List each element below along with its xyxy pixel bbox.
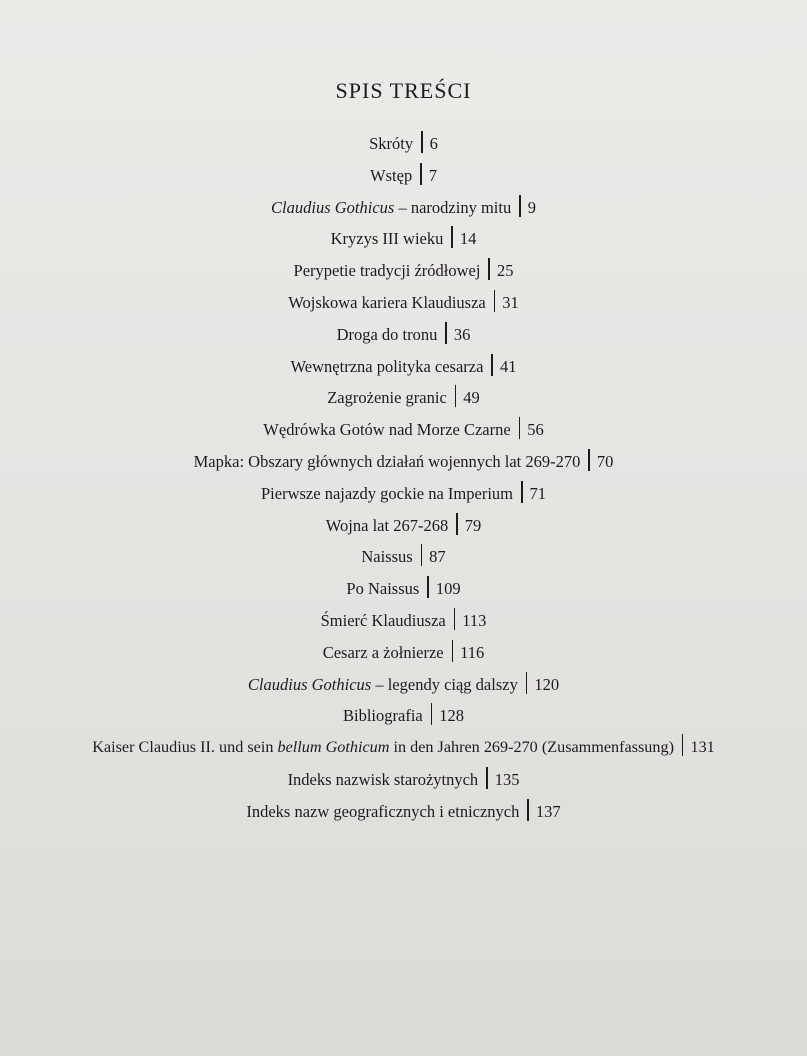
page-separator bbox=[451, 226, 453, 248]
toc-entry-title: Perypetie tradycji źródłowej bbox=[293, 261, 481, 281]
toc-entry-title: Kaiser Claudius II. und sein bbox=[92, 738, 278, 757]
toc-entry-title: Bibliografia bbox=[343, 706, 423, 726]
toc-entry-page: 116 bbox=[460, 642, 485, 662]
toc-entry-bibliografia bbox=[0, 700, 807, 732]
page-separator bbox=[427, 576, 429, 598]
page-separator bbox=[456, 513, 458, 535]
page-separator bbox=[519, 417, 521, 439]
toc-entry-title: Wstęp bbox=[370, 165, 413, 185]
page-separator bbox=[526, 672, 528, 694]
toc-entry-title: Mapka: Obszary głównych działań wojennych lat 269-270 bbox=[193, 451, 581, 471]
toc-entry-kryzys bbox=[0, 223, 807, 255]
toc-entry-po-naissus bbox=[0, 573, 807, 605]
toc-entry-title: Skróty bbox=[369, 134, 414, 153]
toc-entry-legendy bbox=[0, 669, 807, 701]
toc-entry-polityka bbox=[0, 351, 807, 383]
toc-entry-narodziny-mitu bbox=[0, 192, 807, 224]
toc-entry-skroty bbox=[0, 128, 807, 160]
page-separator bbox=[519, 195, 521, 217]
page-separator bbox=[431, 703, 433, 725]
toc-entry-page: 14 bbox=[459, 229, 477, 249]
page-separator bbox=[420, 163, 422, 185]
page-separator bbox=[454, 608, 456, 630]
toc-entry-naissus bbox=[0, 541, 807, 573]
toc-entry-title: – narodziny mitu bbox=[394, 197, 512, 217]
page-title: SPIS TREŚCI bbox=[335, 78, 472, 103]
page-separator bbox=[421, 131, 423, 153]
toc-entry-kariera bbox=[0, 287, 807, 319]
toc-entry-page: 49 bbox=[463, 388, 480, 408]
toc-entry-title: Wojna lat 267-268 bbox=[325, 515, 449, 535]
toc-entry-page: 56 bbox=[527, 420, 544, 440]
toc-entry-zagrozenie bbox=[0, 382, 807, 414]
toc-entry-title: Zagrożenie granic bbox=[327, 388, 447, 408]
toc-entry-smierc bbox=[0, 605, 807, 637]
toc-entry-indeks-nazwisk bbox=[0, 764, 807, 796]
toc-entry-indeks-nazw bbox=[0, 796, 807, 828]
toc-entry-wstep bbox=[0, 160, 807, 192]
toc-entry-italic: bellum Gothicum bbox=[277, 738, 390, 757]
toc-entry-perypetie bbox=[0, 255, 807, 287]
page-separator bbox=[521, 481, 523, 503]
page-separator bbox=[452, 640, 454, 662]
toc-entry-title: Kryzys III wieku bbox=[330, 229, 444, 249]
toc-entry-title: Wojskowa kariera Klaudiusza bbox=[288, 292, 486, 312]
toc-entry-droga bbox=[0, 319, 807, 351]
toc-entry-title: Cesarz a żołnierze bbox=[322, 642, 444, 662]
toc-entry-page: 31 bbox=[502, 292, 519, 312]
table-of-contents bbox=[0, 128, 807, 828]
toc-entry-page: 137 bbox=[535, 801, 561, 821]
toc-entry-page: 131 bbox=[690, 738, 715, 757]
toc-entry-page: 6 bbox=[429, 134, 438, 153]
page-separator bbox=[588, 449, 590, 471]
toc-entry-title: Wewnętrzna polityka cesarza bbox=[290, 356, 484, 376]
page-separator bbox=[421, 544, 423, 566]
toc-entry-page: 109 bbox=[435, 579, 461, 599]
toc-entry-page: 113 bbox=[462, 610, 487, 630]
toc-entry-page: 36 bbox=[453, 324, 471, 344]
page-separator bbox=[491, 354, 493, 376]
toc-entry-page: 71 bbox=[529, 483, 546, 503]
toc-entry-page: 25 bbox=[496, 261, 514, 281]
toc-entry-wedrowka bbox=[0, 414, 807, 446]
toc-entry-italic: Claudius Gothicus bbox=[271, 197, 395, 217]
toc-entry-page: 9 bbox=[527, 197, 536, 217]
toc-entry-page: 41 bbox=[499, 356, 517, 376]
toc-entry-title: – legendy ciąg dalszy bbox=[371, 674, 518, 694]
toc-entry-page: 7 bbox=[428, 165, 437, 185]
toc-entry-title: Droga do tronu bbox=[336, 324, 438, 344]
toc-entry-zusammenfassung bbox=[0, 732, 807, 764]
page-separator bbox=[486, 767, 488, 789]
toc-entry-title: Pierwsze najazdy gockie na Imperium bbox=[261, 483, 513, 503]
toc-entry-mapka bbox=[0, 446, 807, 478]
page-separator bbox=[527, 799, 529, 821]
page-separator bbox=[455, 385, 457, 407]
toc-entry-title: Indeks nazwisk starożytnych bbox=[287, 769, 479, 789]
toc-entry-page: 128 bbox=[439, 706, 464, 726]
toc-entry-italic: Claudius Gothicus bbox=[247, 674, 372, 694]
toc-entry-title: Po Naissus bbox=[346, 579, 420, 599]
toc-entry-page: 70 bbox=[596, 451, 614, 471]
toc-entry-page: 120 bbox=[534, 674, 560, 694]
toc-entry-title: Naissus bbox=[361, 547, 413, 567]
toc-entry-najazdy bbox=[0, 478, 807, 510]
toc-entry-page: 87 bbox=[429, 547, 446, 567]
page-separator bbox=[682, 734, 684, 756]
page-separator bbox=[445, 322, 447, 344]
toc-entry-page: 79 bbox=[464, 515, 482, 535]
toc-entry-title: Indeks nazw geograficznych i etnicznych bbox=[246, 801, 520, 821]
toc-entry-page: 135 bbox=[494, 769, 520, 789]
toc-entry-wojna bbox=[0, 510, 807, 542]
toc-entry-cesarz bbox=[0, 637, 807, 669]
page-separator bbox=[488, 258, 490, 280]
toc-entry-title: Wędrówka Gotów nad Morze Czarne bbox=[263, 420, 511, 440]
toc-entry-title: Śmierć Klaudiusza bbox=[320, 610, 446, 630]
page-separator bbox=[494, 290, 496, 312]
toc-entry-title-cont: in den Jahren 269-270 (Zusammenfassung) bbox=[389, 738, 674, 757]
